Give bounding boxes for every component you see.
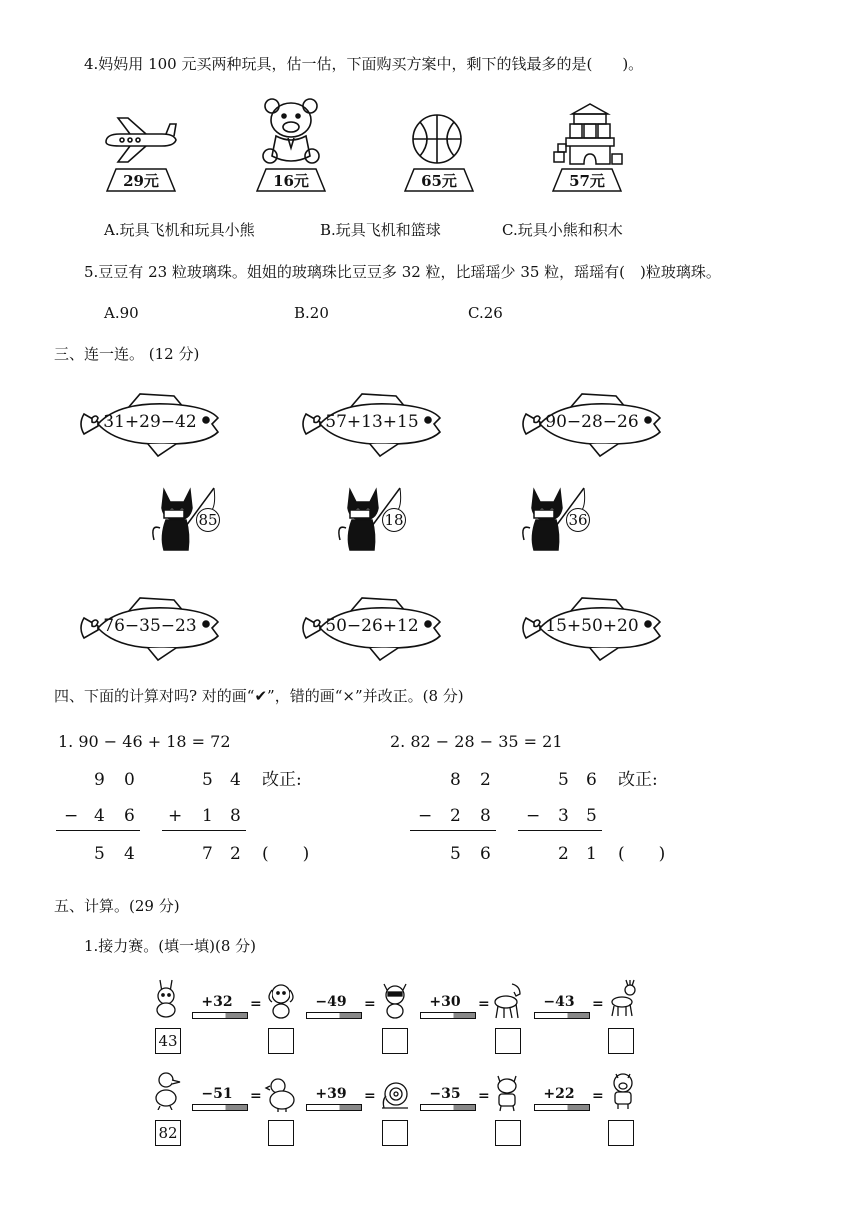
answer-bubble: 36 — [566, 508, 590, 532]
relay-baton — [306, 1104, 362, 1111]
q5-option-b[interactable]: B.20 — [294, 304, 329, 322]
relay-op: +22 — [543, 1086, 575, 1102]
fish-top-1[interactable] — [78, 388, 228, 460]
relay-op: −35 — [429, 1086, 461, 1102]
answer-bubble: 18 — [382, 508, 406, 532]
relay-baton — [420, 1012, 476, 1019]
fish-top-3[interactable] — [520, 388, 670, 460]
q4-option-b[interactable]: B.玩具飞机和篮球 — [320, 221, 441, 239]
q4-option-c[interactable]: C.玩具小熊和积木 — [502, 221, 623, 239]
price-tag-airplane: 29元 — [106, 168, 176, 192]
answer-box[interactable] — [495, 1028, 521, 1054]
teddy-bear-icon — [260, 96, 322, 168]
answer-box[interactable] — [268, 1120, 294, 1146]
start-value-box: 43 — [155, 1028, 181, 1054]
answer-box[interactable] — [608, 1120, 634, 1146]
relay-op: +39 — [315, 1086, 347, 1102]
raccoon-icon — [378, 980, 412, 1020]
deer-icon — [606, 978, 640, 1018]
relay-baton — [534, 1104, 590, 1111]
horse-icon — [490, 980, 524, 1020]
answer-box[interactable] — [495, 1120, 521, 1146]
snail-icon — [378, 1074, 412, 1114]
cat-fishing-1[interactable] — [150, 484, 232, 554]
fish-bottom-3[interactable] — [520, 592, 670, 664]
section4-equation-2: 2. 82 − 28 − 35 = 21 — [390, 732, 563, 751]
duck-icon — [150, 1070, 184, 1110]
correction-label-1: 改正: — [262, 770, 302, 790]
building-blocks-icon — [550, 100, 624, 168]
chick-icon — [264, 1074, 298, 1114]
q5-question: 5.豆豆有 23 粒玻璃珠。姐姐的玻璃珠比豆豆多 32 粒，比瑶瑶少 35 粒，瑶瑶有( )粒玻璃珠。 — [84, 263, 721, 281]
q5-option-a[interactable]: A.90 — [104, 304, 139, 322]
fish-expression: 50−26+12 — [325, 616, 419, 636]
cat-fishing-3[interactable] — [520, 484, 602, 554]
fish-expression: 57+13+15 — [325, 412, 419, 432]
q5-option-c[interactable]: C.26 — [468, 304, 503, 322]
fish-expression: 76−35−23 — [103, 616, 197, 636]
fish-bottom-1[interactable] — [78, 592, 228, 664]
fish-bottom-2[interactable] — [300, 592, 450, 664]
answer-box[interactable] — [608, 1028, 634, 1054]
relay-baton — [306, 1012, 362, 1019]
basketball-icon — [410, 112, 464, 166]
correction-label-2: 改正: — [618, 770, 658, 790]
start-value-box: 82 — [155, 1120, 181, 1146]
q4-question: 4.妈妈用 100 元买两种玩具，估一估，下面购买方案中，剩下的钱最多的是( )。 — [84, 55, 644, 73]
fish-expression: 15+50+20 — [545, 616, 639, 636]
relay-op: −43 — [543, 994, 575, 1010]
airplane-icon — [100, 112, 180, 167]
rabbit-icon — [150, 978, 184, 1018]
fish-expression: 31+29−42 — [103, 412, 197, 432]
relay-op: +30 — [429, 994, 461, 1010]
answer-bubble: 85 — [196, 508, 220, 532]
answer-paren-2[interactable]: ( ) — [618, 844, 666, 864]
cow-icon — [490, 1072, 524, 1112]
answer-box[interactable] — [382, 1120, 408, 1146]
relay-baton — [192, 1012, 248, 1019]
relay-baton — [420, 1104, 476, 1111]
answer-paren-1[interactable]: ( ) — [262, 844, 310, 864]
price-tag-blocks: 57元 — [552, 168, 622, 192]
relay-op: −51 — [201, 1086, 233, 1102]
answer-box[interactable] — [268, 1028, 294, 1054]
cat-fishing-2[interactable] — [336, 484, 418, 554]
puppy-icon — [264, 980, 298, 1020]
section5-title: 五、计算。(29 分) — [54, 897, 180, 915]
price-tag-teddy: 16元 — [256, 168, 326, 192]
relay-op: +32 — [201, 994, 233, 1010]
section4-equation-1: 1. 90 − 46 + 18 = 72 — [58, 732, 231, 751]
fish-expression: 90−28−26 — [545, 412, 639, 432]
section3-title: 三、连一连。 (12 分) — [54, 345, 200, 363]
pig-icon — [606, 1070, 640, 1110]
relay-baton — [192, 1104, 248, 1111]
relay-baton — [534, 1012, 590, 1019]
section4-title: 四、下面的计算对吗? 对的画“✔”，错的画“×”并改正。(8 分) — [54, 687, 464, 705]
q4-option-a[interactable]: A.玩具飞机和玩具小熊 — [104, 221, 255, 239]
price-tag-basketball: 65元 — [404, 168, 474, 192]
answer-box[interactable] — [382, 1028, 408, 1054]
section5-sub1: 1.接力赛。(填一填)(8 分) — [84, 937, 257, 955]
relay-op: −49 — [315, 994, 347, 1010]
fish-top-2[interactable] — [300, 388, 450, 460]
